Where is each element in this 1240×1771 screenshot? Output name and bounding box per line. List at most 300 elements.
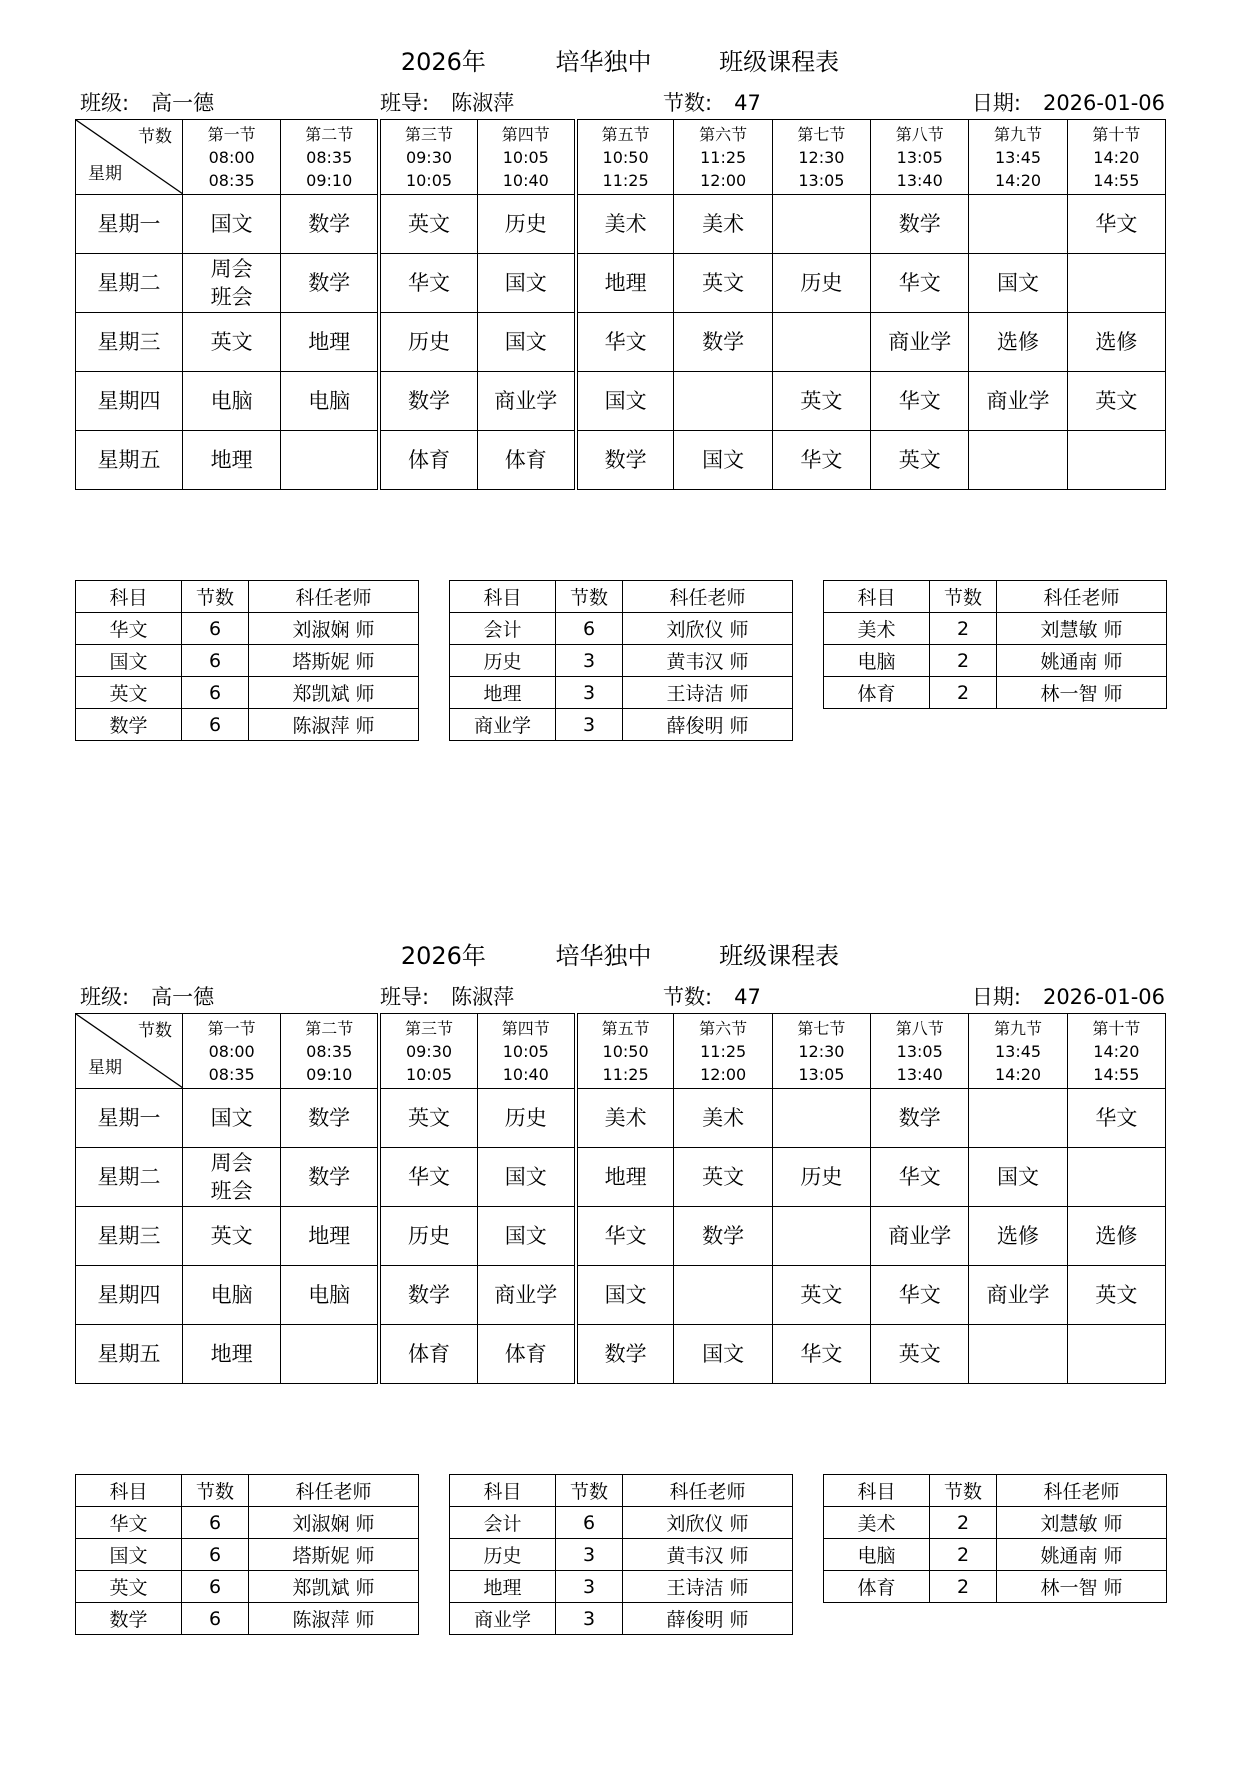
period-start-time: 09:30 [405,147,453,167]
class-cell [674,254,772,313]
timetable-body [76,1089,1166,1384]
count-cell: 2 [930,1507,997,1539]
class-cell [281,1148,379,1207]
day-row [76,1266,1166,1325]
teacher-cell: 王诗洁 师 [623,1571,793,1603]
class-cell [281,1325,379,1384]
period-start-time: 08:35 [306,147,353,167]
class-cell [871,313,969,372]
period-header [871,120,969,195]
teacher-header: 科任老师 [997,1475,1167,1507]
subject-name: 数学 [702,1224,745,1248]
teacher-cell: 刘慧敏 师 [997,613,1167,645]
subject-header: 科目 [76,581,182,613]
class-cell [871,1325,969,1384]
subject-header: 科目 [450,1475,556,1507]
subject-name: 体育 [407,1342,450,1366]
period-header [1067,1014,1165,1089]
subject-name: 体育 [504,448,547,472]
subject-name: 数学 [308,212,351,236]
class-cell [281,372,379,431]
date-info [972,87,1165,117]
subject-teacher-table [75,580,419,741]
period-header [281,120,379,195]
teacher-cell: 刘欣仪 师 [623,1507,793,1539]
count-cell: 6 [556,1507,623,1539]
period-end-time: 08:35 [208,170,255,190]
day-row [76,1207,1166,1266]
class-value: 高一德 [151,91,215,115]
subject-name: 英文 [1095,1283,1138,1307]
teacher-cell: 姚通南 师 [997,1539,1167,1571]
subject-cell: 历史 [450,1539,556,1571]
subject-name: 华文 [407,1165,450,1189]
periods-label: 节数: [663,985,713,1009]
subject-name: 地理 [210,448,253,472]
count-cell: 3 [556,1603,623,1635]
period-name: 第五节 [601,1018,650,1038]
day-row [76,1325,1166,1384]
subject-name: 英文 [800,1283,843,1307]
period-header [379,120,477,195]
period-start-time: 11:25 [700,1041,747,1061]
subject-row [450,709,793,741]
class-cell [576,431,674,490]
subject-row [450,613,793,645]
homeroom-teacher-info [380,981,514,1011]
period-end-time: 09:10 [306,170,353,190]
subject-cell: 英文 [76,1571,182,1603]
subject-name: 国文 [210,1106,253,1130]
period-start-time: 08:00 [208,147,255,167]
class-cell [969,1266,1067,1325]
subject-name: 英文 [210,1224,253,1248]
day-label: 星期一 [76,1089,183,1148]
count-header: 节数 [930,581,997,613]
subject-cell: 会计 [450,613,556,645]
info-line [80,87,1165,113]
subject-name: 商业学 [888,330,952,354]
class-label: 班级: [80,91,130,115]
subject-name: 英文 [800,389,843,413]
teacher-label: 班导: [380,91,430,115]
period-end-time: 12:00 [700,170,747,190]
subject-name: 华文 [407,271,450,295]
period-end-time: 13:40 [896,170,943,190]
count-cell: 3 [556,1539,623,1571]
class-cell [379,1148,477,1207]
subject-name: 地理 [604,271,647,295]
subject-name: 数学 [898,1106,941,1130]
periods-label: 节数: [663,91,713,115]
class-cell [379,1266,477,1325]
class-cell [969,372,1067,431]
period-start-time: 14:20 [1093,1041,1140,1061]
subject-name: 电脑 [308,389,351,413]
class-cell [969,1325,1067,1384]
page-title [75,936,1165,971]
class-cell [1067,1266,1165,1325]
teacher-cell: 黄韦汉 师 [623,1539,793,1571]
subject-cell: 商业学 [450,709,556,741]
subject-row [76,1603,419,1635]
teacher-cell: 刘欣仪 师 [623,613,793,645]
period-header [1067,120,1165,195]
class-cell [1067,313,1165,372]
subject-row [76,1539,419,1571]
subject-name: 选修 [997,1224,1040,1248]
subject-name: 华文 [604,1224,647,1248]
count-cell: 2 [930,1571,997,1603]
period-header [871,1014,969,1089]
class-cell [281,254,379,313]
class-cell [871,195,969,254]
count-cell: 6 [556,613,623,645]
teacher-cell: 薛俊明 师 [623,709,793,741]
day-label: 星期五 [76,1325,183,1384]
subject-name: 华文 [898,389,941,413]
day-label: 星期四 [76,372,183,431]
page-title [75,42,1165,77]
subject-name: 美术 [702,212,745,236]
subject-cell: 会计 [450,1507,556,1539]
period-header [969,120,1067,195]
teacher-cell: 刘慧敏 师 [997,1507,1167,1539]
title-school: 培华独中 [555,942,652,970]
timetable [75,1013,1166,1384]
timetable [75,119,1166,490]
subject-header: 科目 [824,1475,930,1507]
class-cell [183,1325,281,1384]
day-label: 星期二 [76,1148,183,1207]
day-row [76,254,1166,313]
period-end-time: 11:25 [602,1064,649,1084]
subject-name: 数学 [702,330,745,354]
day-label: 星期二 [76,254,183,313]
subject-row [824,1507,1167,1539]
subject-teacher-table [449,580,793,741]
subject-name: 商业学 [986,389,1050,413]
class-cell [379,1089,477,1148]
teacher-cell: 姚通南 师 [997,645,1167,677]
subject-cell: 数学 [76,709,182,741]
period-start-time: 10:50 [602,147,649,167]
class-cell [772,372,870,431]
subject-name: 英文 [1095,389,1138,413]
period-end-time: 10:40 [502,1064,549,1084]
subject-name: 体育 [504,1342,547,1366]
subject-name: 华文 [898,271,941,295]
period-start-time: 13:45 [994,147,1042,167]
period-header [477,120,575,195]
class-cell [1067,254,1165,313]
date-value: 2026-01-06 [1042,985,1165,1009]
teacher-cell: 塔斯妮 师 [249,645,419,677]
teacher-cell: 黄韦汉 师 [623,645,793,677]
teacher-label: 班导: [380,985,430,1009]
period-header [183,1014,281,1089]
subject-name: 数学 [407,1283,450,1307]
class-cell [576,195,674,254]
subject-name: 班会 [210,1179,253,1203]
subject-name: 美术 [702,1106,745,1130]
subject-cell: 地理 [450,677,556,709]
subject-name: 国文 [604,389,647,413]
count-cell: 6 [182,1507,249,1539]
day-label: 星期四 [76,1266,183,1325]
period-start-time: 10:50 [602,1041,649,1061]
count-header: 节数 [556,1475,623,1507]
subject-cell: 美术 [824,1507,930,1539]
period-start-time: 08:00 [208,1041,255,1061]
subject-cell: 商业学 [450,1603,556,1635]
class-cell [576,1148,674,1207]
class-cell [576,1266,674,1325]
count-cell: 6 [182,613,249,645]
class-cell [674,1148,772,1207]
subject-cell: 地理 [450,1571,556,1603]
period-header [183,120,281,195]
schedule-block [0,0,1240,877]
subject-cell: 华文 [76,613,182,645]
subject-name: 英文 [898,1342,941,1366]
subject-row [450,1507,793,1539]
period-name: 第八节 [895,1018,944,1038]
period-start-time: 12:30 [798,1041,845,1061]
class-cell [1067,1089,1165,1148]
teacher-value: 陈淑萍 [451,91,515,115]
subject-row [76,709,419,741]
subject-row [76,645,419,677]
subject-row [76,1507,419,1539]
subject-header: 科目 [450,581,556,613]
class-cell [281,195,379,254]
subject-name: 国文 [997,1165,1040,1189]
period-start-time: 10:05 [502,1041,549,1061]
subject-row [450,1539,793,1571]
period-name: 第一节 [207,124,256,144]
class-cell [477,313,575,372]
class-cell [379,254,477,313]
class-cell [871,1148,969,1207]
count-cell: 6 [182,1571,249,1603]
subject-name: 商业学 [986,1283,1050,1307]
class-value: 高一德 [151,985,215,1009]
period-header [281,1014,379,1089]
subject-name: 数学 [604,1342,647,1366]
class-cell [379,195,477,254]
period-end-time: 14:55 [1093,170,1140,190]
period-end-time: 10:40 [502,170,549,190]
class-cell [477,254,575,313]
class-cell [969,1089,1067,1148]
period-end-time: 13:05 [798,1064,845,1084]
subject-name: 国文 [702,448,745,472]
subject-name: 电脑 [210,389,253,413]
class-cell [674,372,772,431]
period-start-time: 12:30 [798,147,845,167]
subject-name: 国文 [504,330,547,354]
schedule-block [0,894,1240,1771]
corner-cell [76,120,183,195]
subject-name: 华文 [604,330,647,354]
teacher-cell: 陈淑萍 师 [249,1603,419,1635]
class-cell [871,372,969,431]
class-cell [183,313,281,372]
subject-name: 历史 [504,212,547,236]
subject-name: 历史 [504,1106,547,1130]
class-cell [674,195,772,254]
count-cell: 6 [182,1539,249,1571]
teacher-cell: 塔斯妮 师 [249,1539,419,1571]
subject-name: 英文 [702,271,745,295]
subject-name: 商业学 [888,1224,952,1248]
timetable-body [76,195,1166,490]
class-cell [379,313,477,372]
class-cell [183,431,281,490]
subject-name: 数学 [308,1106,351,1130]
class-cell [871,1207,969,1266]
subject-table-header [76,581,419,613]
title-name: 班级课程表 [719,942,840,970]
period-header [477,1014,575,1089]
subject-name: 国文 [504,1165,547,1189]
subject-cell: 国文 [76,1539,182,1571]
class-cell [477,1325,575,1384]
count-cell: 3 [556,1571,623,1603]
class-cell [477,1207,575,1266]
subject-name: 数学 [407,389,450,413]
corner-days-label: 星期 [88,164,122,184]
period-name: 第十节 [1092,124,1141,144]
day-row [76,1089,1166,1148]
period-header [674,1014,772,1089]
subject-row [76,1571,419,1603]
period-end-time: 13:05 [798,170,845,190]
class-cell [576,254,674,313]
class-cell [281,313,379,372]
subject-row [450,645,793,677]
subject-name: 体育 [407,448,450,472]
period-end-time: 11:25 [602,170,649,190]
corner-periods-label: 节数 [138,127,172,147]
day-label: 星期三 [76,1207,183,1266]
period-end-time: 09:10 [306,1064,353,1084]
subject-row [450,1571,793,1603]
period-header [379,1014,477,1089]
subject-name: 华文 [898,1283,941,1307]
class-cell [1067,1325,1165,1384]
date-value: 2026-01-06 [1042,91,1165,115]
class-cell [379,431,477,490]
subject-teacher-table [823,580,1167,709]
date-label: 日期: [971,985,1021,1009]
subject-cell: 历史 [450,645,556,677]
subject-cell: 美术 [824,613,930,645]
class-cell [772,1325,870,1384]
count-cell: 2 [930,645,997,677]
class-cell [969,1148,1067,1207]
period-name: 第二节 [305,1018,354,1038]
period-name: 第一节 [207,1018,256,1038]
class-info [80,87,214,117]
day-row [76,1148,1166,1207]
class-cell [772,1089,870,1148]
teacher-cell: 陈淑萍 师 [249,709,419,741]
period-end-time: 13:40 [896,1064,943,1084]
info-line [80,981,1165,1007]
teacher-value: 陈淑萍 [451,985,515,1009]
period-end-time: 14:20 [994,1064,1042,1084]
period-start-time: 09:30 [405,1041,453,1061]
class-cell [576,1207,674,1266]
subject-table-header [450,1475,793,1507]
class-cell [772,1148,870,1207]
subject-name: 国文 [504,271,547,295]
teacher-cell: 刘淑娴 师 [249,1507,419,1539]
period-name: 第三节 [404,124,453,144]
subject-name: 英文 [702,1165,745,1189]
corner-cell [76,1014,183,1089]
class-cell [281,1207,379,1266]
period-start-time: 14:20 [1093,147,1140,167]
subject-row [76,677,419,709]
class-cell [772,1266,870,1325]
period-end-time: 10:05 [405,170,453,190]
subject-name: 班会 [210,285,253,309]
class-cell [281,1089,379,1148]
subject-name: 英文 [407,1106,450,1130]
subject-name: 华文 [898,1165,941,1189]
subject-name: 国文 [504,1224,547,1248]
subject-name: 地理 [210,1342,253,1366]
subject-name: 华文 [1095,212,1138,236]
class-cell [674,1266,772,1325]
subject-cell: 体育 [824,1571,930,1603]
class-info [80,981,214,1011]
period-end-time: 14:20 [994,170,1042,190]
subject-name: 华文 [800,448,843,472]
subject-cell: 电脑 [824,645,930,677]
count-header: 节数 [182,1475,249,1507]
class-cell [969,254,1067,313]
class-cell [871,1266,969,1325]
period-name: 第七节 [797,1018,846,1038]
class-cell [477,1089,575,1148]
teacher-cell: 郑凯斌 师 [249,1571,419,1603]
class-cell [183,195,281,254]
subject-teacher-table [449,1474,793,1635]
class-cell [772,254,870,313]
class-cell [969,1207,1067,1266]
date-label: 日期: [971,91,1021,115]
period-start-time: 13:05 [896,1041,943,1061]
periods-value: 47 [734,91,761,115]
class-cell [1067,431,1165,490]
teacher-cell: 林一智 师 [997,1571,1167,1603]
class-cell [183,372,281,431]
subject-row [450,1603,793,1635]
timetable-header [76,1014,1166,1089]
period-name: 第四节 [501,124,550,144]
subject-name: 国文 [997,271,1040,295]
period-header [772,120,870,195]
subject-cell: 电脑 [824,1539,930,1571]
corner-periods-label: 节数 [138,1021,172,1041]
title-year: 2026年 [400,48,486,76]
day-label: 星期五 [76,431,183,490]
period-name: 第九节 [994,124,1043,144]
